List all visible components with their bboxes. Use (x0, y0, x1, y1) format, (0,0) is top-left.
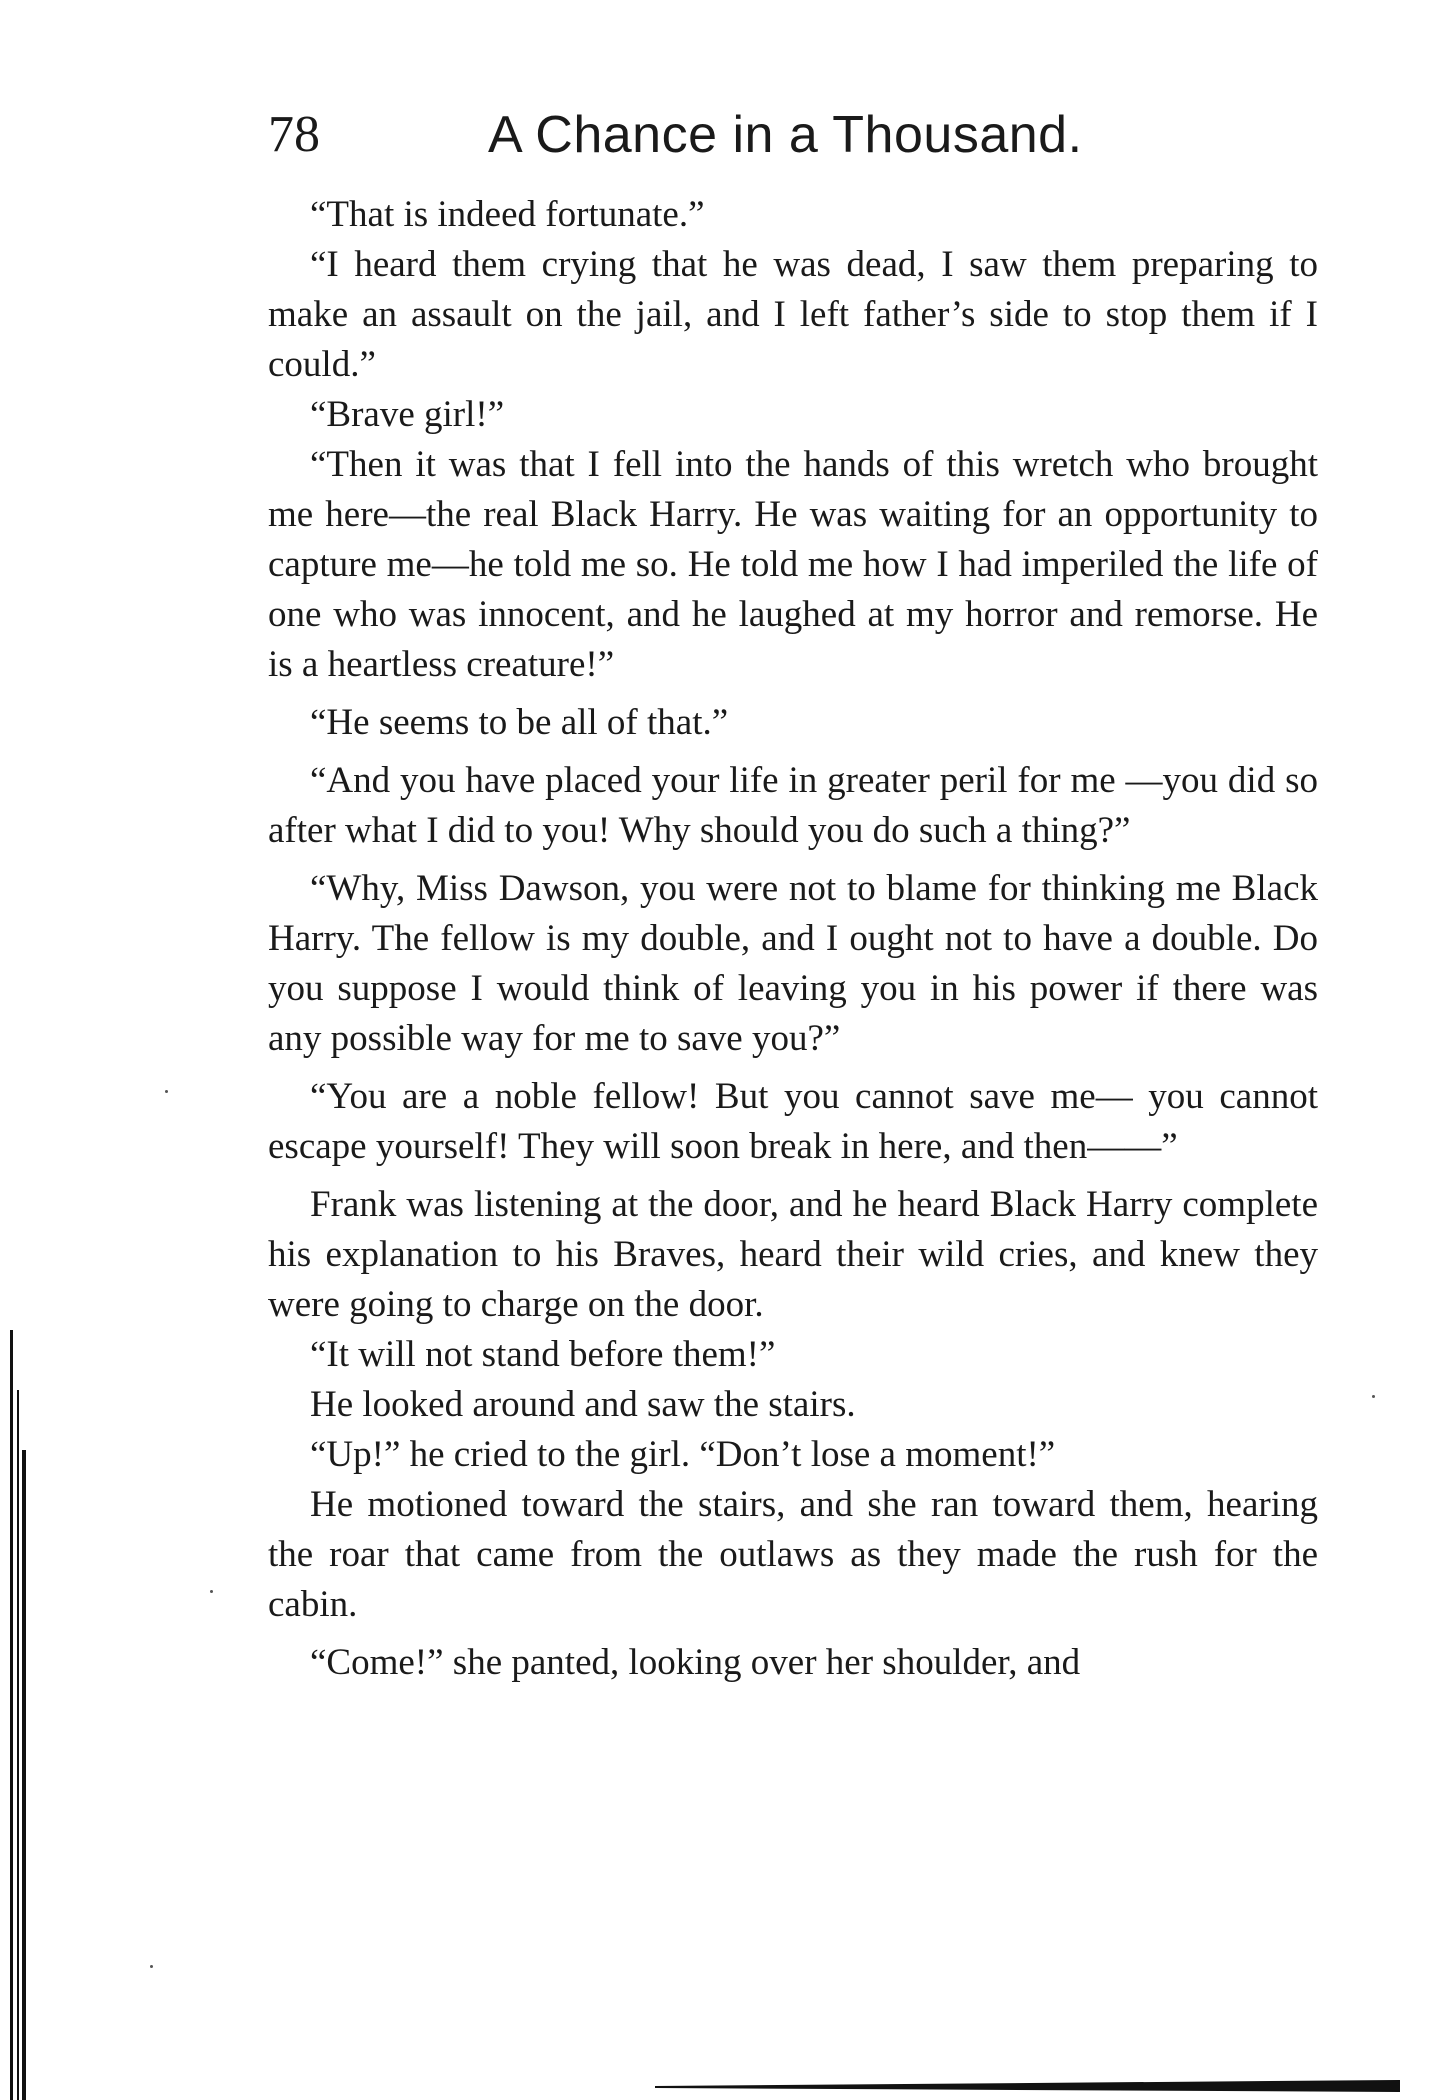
binding-bar (10, 1330, 13, 2100)
paragraph: He looked around and saw the stairs. (310, 1384, 856, 1425)
paragraph: “Come!” she panted, looking over her shoulder, and (310, 1642, 1081, 1683)
paragraph: “That is indeed fortunate.” (310, 194, 705, 235)
running-title: A Chance in a Thousand. (488, 106, 1083, 164)
paragraph: He motioned toward the stairs, and she ran toward them, hearing the roar that came from the outlaws as they made the rush for the cabin. (268, 1484, 1318, 1625)
paper-speck (1372, 1395, 1375, 1398)
page-number: 78 (268, 106, 320, 163)
page-header (268, 100, 1318, 170)
paragraph: “Brave girl!” (310, 394, 505, 435)
paragraph: “It will not stand before them!” (310, 1334, 776, 1375)
bottom-scan-rule (655, 2080, 1400, 2092)
body-text (268, 190, 1318, 1688)
paragraph: “Then it was that I fell into the hands of this wretch who brought me here—the real Black Harry. He was waiting for an opportunity to capture me—he told me so. He told me how I had imperiled the life of one who was innocent, and he laughed at my horror and remorse. He is a heartless creature!” (268, 444, 1318, 685)
paper-speck (165, 1090, 168, 1093)
paragraph: “And you have placed your life in greater peril for me —you did so after what I did to you! Why should you do such a thing?” (268, 760, 1318, 851)
paragraph: “Why, Miss Dawson, you were not to blame for thinking me Black Harry. The fellow is my double, and I ought not to have a double. Do you suppose I would think of leaving you in his power if there was any possible way for me to save you?” (268, 868, 1318, 1059)
binding-bar (22, 1450, 26, 2100)
rule-shape (655, 2080, 1400, 2092)
paragraph: Frank was listening at the door, and he heard Black Harry complete his explanation to his Braves, heard their wild cries, and knew they were going to charge on the door. (268, 1184, 1318, 1325)
binding-edge-marks (8, 1330, 32, 2100)
paragraph: “I heard them crying that he was dead, I saw them preparing to make an assault on the jail, and I left father’s side to stop them if I could.” (268, 244, 1318, 385)
paragraph: “You are a noble fellow! But you cannot save me— you cannot escape yourself! They will soon break in here, and then——” (268, 1076, 1318, 1167)
paper-speck (210, 1590, 213, 1593)
paper-speck (150, 1965, 153, 1968)
paragraph: “He seems to be all of that.” (310, 702, 729, 743)
paragraph: “Up!” he cried to the girl. “Don’t lose a moment!” (310, 1434, 1056, 1475)
binding-bar (17, 1390, 19, 2100)
